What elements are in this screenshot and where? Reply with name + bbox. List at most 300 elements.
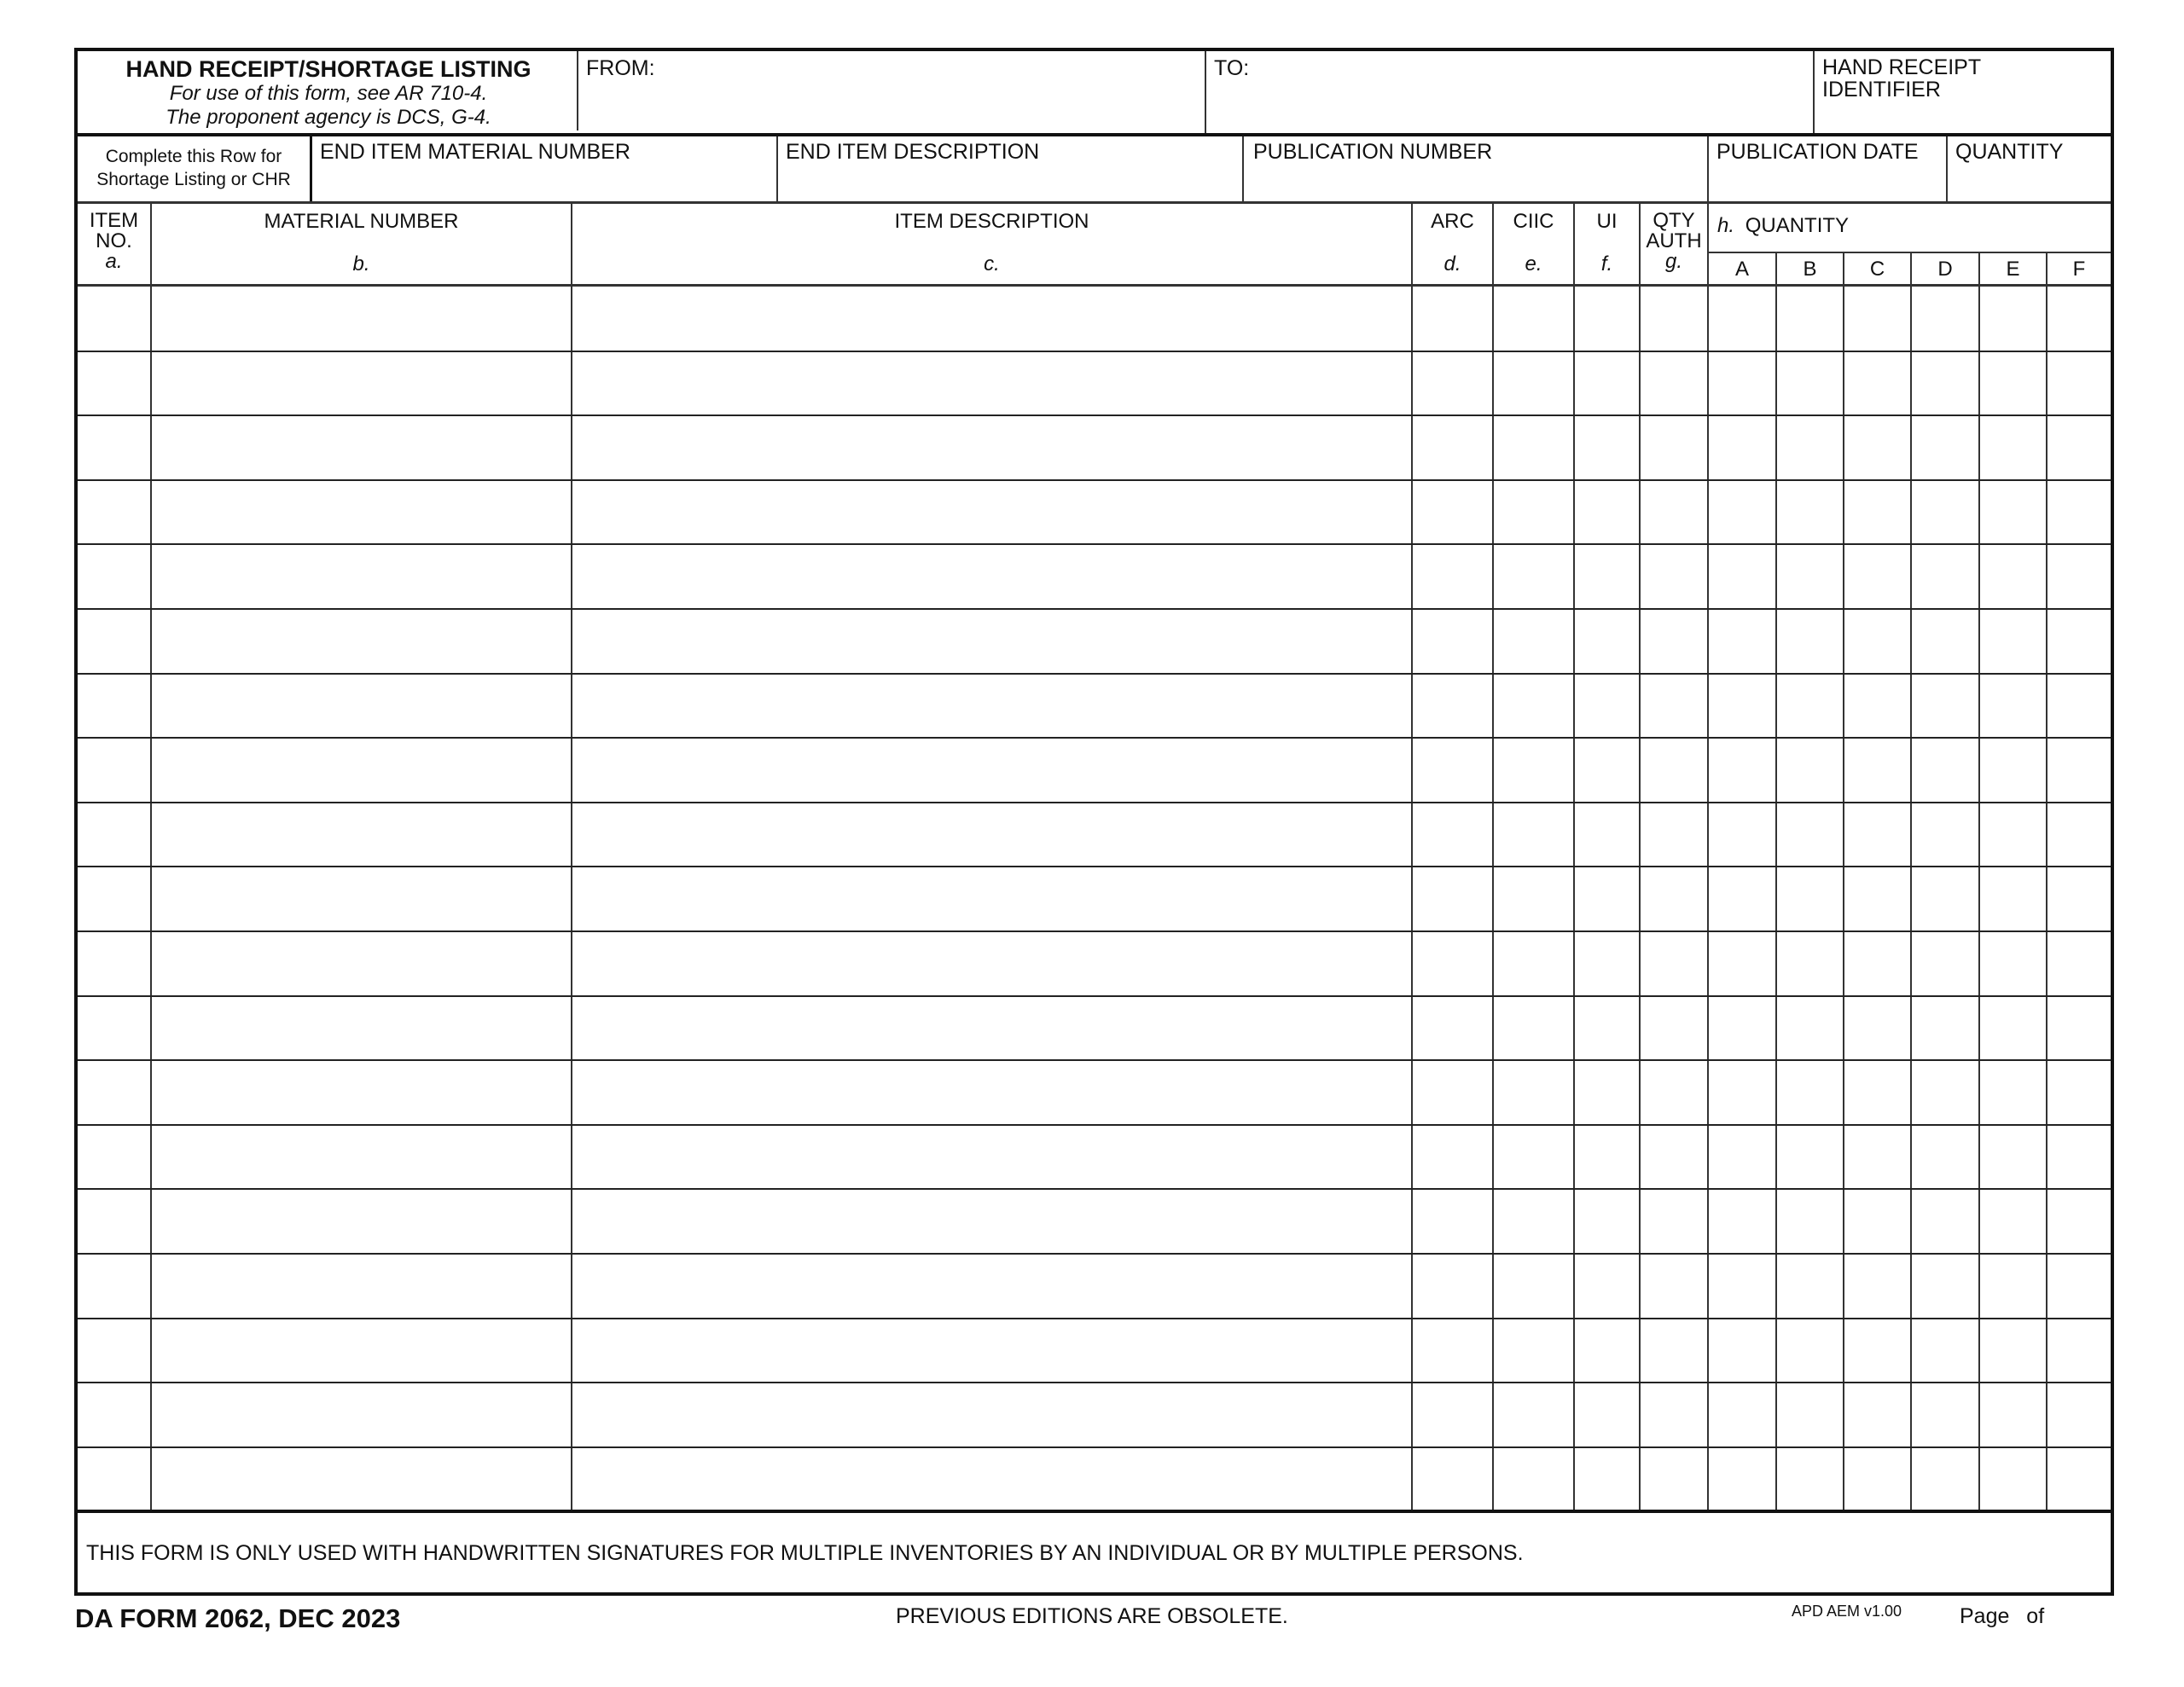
cell-item-description[interactable] <box>572 544 1411 607</box>
end-item-description-label: END ITEM DESCRIPTION <box>786 140 1040 164</box>
cell-material-number[interactable] <box>152 1383 571 1446</box>
column-header-ciic: CIIC e. <box>1513 210 1554 275</box>
cell-item-no[interactable] <box>78 1125 150 1188</box>
cell-quantity-a[interactable] <box>1709 287 1775 350</box>
cell-ui[interactable] <box>1575 544 1639 607</box>
cell-quantity-e[interactable] <box>1980 544 2046 607</box>
cell-quantity-b[interactable] <box>1777 931 1843 994</box>
cell-material-number[interactable] <box>152 480 571 543</box>
cell-item-description[interactable] <box>572 803 1411 866</box>
cell-ui[interactable] <box>1575 609 1639 672</box>
column-header-quantity-a: A <box>1734 258 1749 281</box>
cell-ui[interactable] <box>1575 738 1639 801</box>
cell-arc[interactable] <box>1413 738 1492 801</box>
end-item-quantity-label: QUANTITY <box>1955 140 2064 164</box>
cell-quantity-c[interactable] <box>1844 1383 1910 1446</box>
cell-ui[interactable] <box>1575 931 1639 994</box>
cell-item-description[interactable] <box>572 1319 1411 1382</box>
cell-item-no[interactable] <box>78 674 150 737</box>
cell-arc[interactable] <box>1413 1319 1492 1382</box>
cell-quantity-a[interactable] <box>1709 351 1775 415</box>
cell-quantity-a[interactable] <box>1709 1125 1775 1188</box>
cell-quantity-a[interactable] <box>1709 1447 1775 1510</box>
column-header-quantity-f: F <box>2072 258 2086 281</box>
cell-quantity-d[interactable] <box>1912 674 1978 737</box>
cell-ui[interactable] <box>1575 351 1639 415</box>
divider <box>78 1510 2111 1513</box>
cell-quantity-e[interactable] <box>1980 931 2046 994</box>
cell-arc[interactable] <box>1413 609 1492 672</box>
table-row <box>78 480 2111 545</box>
cell-item-description[interactable] <box>572 1189 1411 1252</box>
table-row <box>78 1060 2111 1125</box>
column-header-quantity-e: E <box>2006 258 2020 281</box>
from-field[interactable] <box>578 51 1205 135</box>
cell-arc[interactable] <box>1413 1447 1492 1510</box>
cell-material-number[interactable] <box>152 996 571 1059</box>
cell-ciic[interactable] <box>1494 351 1573 415</box>
cell-ciic[interactable] <box>1494 1060 1573 1123</box>
cell-quantity-c[interactable] <box>1844 1189 1910 1252</box>
cell-quantity-c[interactable] <box>1844 544 1910 607</box>
cell-material-number[interactable] <box>152 803 571 866</box>
cell-item-no[interactable] <box>78 1319 150 1382</box>
cell-item-description[interactable] <box>572 1125 1411 1188</box>
cell-item-no[interactable] <box>78 480 150 543</box>
column-header-quantity-label: QUANTITY <box>1745 214 1850 237</box>
hand-receipt-form <box>74 48 2114 1596</box>
cell-ciic[interactable] <box>1494 415 1573 478</box>
table-row <box>78 1319 2111 1383</box>
cell-material-number[interactable] <box>152 738 571 801</box>
cell-quantity-d[interactable] <box>1912 609 1978 672</box>
table-row <box>78 1383 2111 1447</box>
cell-material-number[interactable] <box>152 1189 571 1252</box>
cell-quantity-a[interactable] <box>1709 1383 1775 1446</box>
cell-arc[interactable] <box>1413 544 1492 607</box>
cell-quantity-f[interactable] <box>2048 351 2111 415</box>
table-row <box>78 738 2111 803</box>
cell-quantity-a[interactable] <box>1709 1319 1775 1382</box>
cell-quantity-d[interactable] <box>1912 1447 1978 1510</box>
cell-ciic[interactable] <box>1494 867 1573 930</box>
cell-quantity-c[interactable] <box>1844 1447 1910 1510</box>
cell-quantity-e[interactable] <box>1980 1319 2046 1382</box>
cell-quantity-b[interactable] <box>1777 1447 1843 1510</box>
cell-qty-auth[interactable] <box>1641 1254 1707 1317</box>
cell-item-description[interactable] <box>572 867 1411 930</box>
cell-ciic[interactable] <box>1494 931 1573 994</box>
cell-ui[interactable] <box>1575 287 1639 350</box>
cell-ciic[interactable] <box>1494 1319 1573 1382</box>
cell-quantity-d[interactable] <box>1912 867 1978 930</box>
cell-ciic[interactable] <box>1494 609 1573 672</box>
cell-material-number[interactable] <box>152 1447 571 1510</box>
cell-qty-auth[interactable] <box>1641 1125 1707 1188</box>
cell-ui[interactable] <box>1575 674 1639 737</box>
cell-quantity-f[interactable] <box>2048 1060 2111 1123</box>
cell-quantity-e[interactable] <box>1980 351 2046 415</box>
cell-quantity-f[interactable] <box>2048 1125 2111 1188</box>
cell-item-no[interactable] <box>78 867 150 930</box>
cell-material-number[interactable] <box>152 931 571 994</box>
cell-ciic[interactable] <box>1494 674 1573 737</box>
cell-item-description[interactable] <box>572 1447 1411 1510</box>
table-row <box>78 1447 2111 1512</box>
cell-quantity-b[interactable] <box>1777 867 1843 930</box>
cell-quantity-e[interactable] <box>1980 1383 2046 1446</box>
cell-quantity-f[interactable] <box>2048 544 2111 607</box>
cell-quantity-d[interactable] <box>1912 738 1978 801</box>
cell-ui[interactable] <box>1575 1125 1639 1188</box>
cell-quantity-f[interactable] <box>2048 609 2111 672</box>
cell-quantity-c[interactable] <box>1844 1060 1910 1123</box>
end-item-row-note-line1: Complete this Row for <box>105 147 282 166</box>
cell-material-number[interactable] <box>152 609 571 672</box>
cell-quantity-b[interactable] <box>1777 1189 1843 1252</box>
cell-material-number[interactable] <box>152 674 571 737</box>
cell-quantity-d[interactable] <box>1912 931 1978 994</box>
cell-quantity-f[interactable] <box>2048 1254 2111 1317</box>
cell-material-number[interactable] <box>152 415 571 478</box>
cell-item-no[interactable] <box>78 931 150 994</box>
cell-qty-auth[interactable] <box>1641 1060 1707 1123</box>
cell-ciic[interactable] <box>1494 1189 1573 1252</box>
cell-quantity-a[interactable] <box>1709 480 1775 543</box>
cell-ui[interactable] <box>1575 415 1639 478</box>
cell-quantity-f[interactable] <box>2048 674 2111 737</box>
publication-number-label: PUBLICATION NUMBER <box>1253 140 1493 164</box>
cell-ui[interactable] <box>1575 996 1639 1059</box>
cell-quantity-c[interactable] <box>1844 609 1910 672</box>
column-header-ui: UI f. <box>1596 210 1618 275</box>
cell-qty-auth[interactable] <box>1641 1447 1707 1510</box>
publication-date-field[interactable] <box>1709 136 1946 201</box>
cell-quantity-e[interactable] <box>1980 674 2046 737</box>
cell-quantity-f[interactable] <box>2048 867 2111 930</box>
cell-quantity-d[interactable] <box>1912 1189 1978 1252</box>
column-header-arc: ARC d. <box>1431 210 1474 275</box>
cell-quantity-b[interactable] <box>1777 738 1843 801</box>
cell-quantity-f[interactable] <box>2048 415 2111 478</box>
cell-item-no[interactable] <box>78 1447 150 1510</box>
cell-arc[interactable] <box>1413 1254 1492 1317</box>
cell-item-no[interactable] <box>78 1189 150 1252</box>
cell-quantity-f[interactable] <box>2048 480 2111 543</box>
hand-receipt-identifier-field[interactable] <box>1815 51 2111 135</box>
column-header-quantity-c: C <box>1869 258 1885 281</box>
cell-quantity-a[interactable] <box>1709 931 1775 994</box>
cell-quantity-b[interactable] <box>1777 1125 1843 1188</box>
cell-quantity-f[interactable] <box>2048 738 2111 801</box>
cell-quantity-c[interactable] <box>1844 1254 1910 1317</box>
cell-quantity-f[interactable] <box>2048 1189 2111 1252</box>
cell-quantity-a[interactable] <box>1709 1254 1775 1317</box>
cell-quantity-a[interactable] <box>1709 738 1775 801</box>
cell-quantity-a[interactable] <box>1709 996 1775 1059</box>
cell-arc[interactable] <box>1413 996 1492 1059</box>
cell-ciic[interactable] <box>1494 1125 1573 1188</box>
cell-arc[interactable] <box>1413 867 1492 930</box>
cell-ciic[interactable] <box>1494 287 1573 350</box>
cell-item-description[interactable] <box>572 674 1411 737</box>
cell-quantity-b[interactable] <box>1777 1254 1843 1317</box>
cell-quantity-f[interactable] <box>2048 931 2111 994</box>
cell-item-no[interactable] <box>78 996 150 1059</box>
cell-arc[interactable] <box>1413 1125 1492 1188</box>
form-version: APD AEM v1.00 <box>1792 1603 1902 1620</box>
cell-quantity-a[interactable] <box>1709 415 1775 478</box>
cell-quantity-c[interactable] <box>1844 1319 1910 1382</box>
cell-quantity-b[interactable] <box>1777 544 1843 607</box>
cell-quantity-e[interactable] <box>1980 996 2046 1059</box>
cell-ui[interactable] <box>1575 867 1639 930</box>
cell-material-number[interactable] <box>152 867 571 930</box>
cell-quantity-a[interactable] <box>1709 1060 1775 1123</box>
cell-qty-auth[interactable] <box>1641 674 1707 737</box>
cell-item-no[interactable] <box>78 803 150 866</box>
cell-quantity-c[interactable] <box>1844 351 1910 415</box>
cell-ciic[interactable] <box>1494 544 1573 607</box>
cell-ui[interactable] <box>1575 480 1639 543</box>
cell-quantity-e[interactable] <box>1980 1060 2046 1123</box>
cell-quantity-d[interactable] <box>1912 1060 1978 1123</box>
cell-arc[interactable] <box>1413 351 1492 415</box>
cell-item-no[interactable] <box>78 609 150 672</box>
cell-ui[interactable] <box>1575 1060 1639 1123</box>
cell-item-description[interactable] <box>572 996 1411 1059</box>
cell-material-number[interactable] <box>152 1254 571 1317</box>
cell-quantity-e[interactable] <box>1980 480 2046 543</box>
cell-arc[interactable] <box>1413 1383 1492 1446</box>
cell-item-description[interactable] <box>572 1383 1411 1446</box>
cell-item-no[interactable] <box>78 287 150 350</box>
cell-item-description[interactable] <box>572 738 1411 801</box>
cell-quantity-b[interactable] <box>1777 674 1843 737</box>
cell-qty-auth[interactable] <box>1641 803 1707 866</box>
cell-material-number[interactable] <box>152 544 571 607</box>
cell-quantity-a[interactable] <box>1709 1189 1775 1252</box>
cell-item-no[interactable] <box>78 738 150 801</box>
cell-quantity-f[interactable] <box>2048 1447 2111 1510</box>
cell-qty-auth[interactable] <box>1641 1189 1707 1252</box>
cell-arc[interactable] <box>1413 287 1492 350</box>
cell-arc[interactable] <box>1413 1060 1492 1123</box>
cell-quantity-e[interactable] <box>1980 609 2046 672</box>
cell-quantity-a[interactable] <box>1709 674 1775 737</box>
cell-quantity-f[interactable] <box>2048 287 2111 350</box>
cell-ciic[interactable] <box>1494 1254 1573 1317</box>
cell-item-no[interactable] <box>78 1060 150 1123</box>
table-row <box>78 1189 2111 1254</box>
cell-quantity-c[interactable] <box>1844 415 1910 478</box>
cell-qty-auth[interactable] <box>1641 931 1707 994</box>
cell-quantity-e[interactable] <box>1980 1189 2046 1252</box>
cell-quantity-b[interactable] <box>1777 996 1843 1059</box>
cell-arc[interactable] <box>1413 1189 1492 1252</box>
cell-quantity-e[interactable] <box>1980 1447 2046 1510</box>
cell-item-description[interactable] <box>572 1060 1411 1123</box>
cell-quantity-b[interactable] <box>1777 415 1843 478</box>
cell-ciic[interactable] <box>1494 1447 1573 1510</box>
cell-quantity-a[interactable] <box>1709 544 1775 607</box>
cell-qty-auth[interactable] <box>1641 996 1707 1059</box>
cell-quantity-d[interactable] <box>1912 996 1978 1059</box>
page-indicator <box>1960 1604 2044 1629</box>
table-row <box>78 867 2111 931</box>
cell-item-description[interactable] <box>572 287 1411 350</box>
cell-material-number[interactable] <box>152 1125 571 1188</box>
cell-qty-auth[interactable] <box>1641 351 1707 415</box>
cell-quantity-c[interactable] <box>1844 931 1910 994</box>
cell-quantity-d[interactable] <box>1912 1254 1978 1317</box>
cell-quantity-f[interactable] <box>2048 803 2111 866</box>
cell-quantity-e[interactable] <box>1980 867 2046 930</box>
cell-quantity-e[interactable] <box>1980 803 2046 866</box>
cell-quantity-c[interactable] <box>1844 480 1910 543</box>
cell-arc[interactable] <box>1413 480 1492 543</box>
cell-qty-auth[interactable] <box>1641 867 1707 930</box>
cell-quantity-b[interactable] <box>1777 1060 1843 1123</box>
cell-item-description[interactable] <box>572 480 1411 543</box>
table-row <box>78 415 2111 480</box>
cell-item-no[interactable] <box>78 544 150 607</box>
cell-quantity-e[interactable] <box>1980 1125 2046 1188</box>
cell-quantity-d[interactable] <box>1912 351 1978 415</box>
cell-material-number[interactable] <box>152 287 571 350</box>
cell-quantity-c[interactable] <box>1844 867 1910 930</box>
cell-quantity-b[interactable] <box>1777 803 1843 866</box>
cell-item-no[interactable] <box>78 351 150 415</box>
cell-quantity-d[interactable] <box>1912 1383 1978 1446</box>
cell-item-no[interactable] <box>78 1383 150 1446</box>
to-label: TO: <box>1214 56 1250 80</box>
cell-qty-auth[interactable] <box>1641 738 1707 801</box>
cell-quantity-d[interactable] <box>1912 480 1978 543</box>
cell-quantity-b[interactable] <box>1777 351 1843 415</box>
cell-qty-auth[interactable] <box>1641 480 1707 543</box>
cell-qty-auth[interactable] <box>1641 415 1707 478</box>
cell-quantity-c[interactable] <box>1844 738 1910 801</box>
end-item-quantity-field[interactable] <box>1948 136 2111 201</box>
cell-quantity-d[interactable] <box>1912 415 1978 478</box>
cell-quantity-f[interactable] <box>2048 1319 2111 1382</box>
cell-quantity-f[interactable] <box>2048 996 2111 1059</box>
cell-quantity-a[interactable] <box>1709 609 1775 672</box>
cell-quantity-b[interactable] <box>1777 609 1843 672</box>
obsolete-notice: PREVIOUS EDITIONS ARE OBSOLETE. <box>896 1604 1288 1628</box>
cell-quantity-b[interactable] <box>1777 1383 1843 1446</box>
cell-quantity-f[interactable] <box>2048 1383 2111 1446</box>
cell-arc[interactable] <box>1413 415 1492 478</box>
cell-quantity-c[interactable] <box>1844 803 1910 866</box>
cell-quantity-d[interactable] <box>1912 1319 1978 1382</box>
cell-ui[interactable] <box>1575 1189 1639 1252</box>
handwritten-signature-statement: THIS FORM IS ONLY USED WITH HANDWRITTEN SIGNATURES FOR MULTIPLE INVENTORIES BY AN INDIVIDUAL OR BY MULTIPLE PERSONS. <box>86 1540 1524 1565</box>
cell-item-description[interactable] <box>572 415 1411 478</box>
cell-quantity-a[interactable] <box>1709 867 1775 930</box>
cell-material-number[interactable] <box>152 351 571 415</box>
table-row <box>78 1125 2111 1190</box>
cell-quantity-b[interactable] <box>1777 1319 1843 1382</box>
cell-quantity-c[interactable] <box>1844 287 1910 350</box>
cell-ui[interactable] <box>1575 803 1639 866</box>
cell-arc[interactable] <box>1413 803 1492 866</box>
cell-item-description[interactable] <box>572 609 1411 672</box>
cell-quantity-e[interactable] <box>1980 415 2046 478</box>
form-number: DA FORM 2062, DEC 2023 <box>75 1603 401 1633</box>
table-row <box>78 1254 2111 1319</box>
cell-qty-auth[interactable] <box>1641 544 1707 607</box>
cell-material-number[interactable] <box>152 1060 571 1123</box>
cell-qty-auth[interactable] <box>1641 609 1707 672</box>
to-field[interactable] <box>1206 51 1885 135</box>
cell-ui[interactable] <box>1575 1254 1639 1317</box>
cell-arc[interactable] <box>1413 674 1492 737</box>
end-item-material-number-field[interactable] <box>312 136 776 201</box>
cell-item-description[interactable] <box>572 1254 1411 1317</box>
cell-quantity-a[interactable] <box>1709 803 1775 866</box>
form-subtitle-proponent: The proponent agency is DCS, G-4. <box>166 106 491 129</box>
of-label: of <box>2026 1604 2045 1628</box>
cell-quantity-c[interactable] <box>1844 996 1910 1059</box>
cell-quantity-e[interactable] <box>1980 287 2046 350</box>
cell-quantity-c[interactable] <box>1844 1125 1910 1188</box>
cell-item-description[interactable] <box>572 931 1411 994</box>
hand-receipt-identifier-label-line2: IDENTIFIER <box>1822 78 1941 101</box>
cell-qty-auth[interactable] <box>1641 1383 1707 1446</box>
end-item-description-field[interactable] <box>778 136 1242 201</box>
publication-number-field[interactable] <box>1244 136 1707 201</box>
column-header-material-number: MATERIAL NUMBER b. <box>264 210 459 275</box>
cell-ciic[interactable] <box>1494 1383 1573 1446</box>
publication-date-label: PUBLICATION DATE <box>1716 140 1919 164</box>
cell-material-number[interactable] <box>152 1319 571 1382</box>
cell-quantity-d[interactable] <box>1912 544 1978 607</box>
table-row <box>78 674 2111 739</box>
table-row <box>78 803 2111 867</box>
end-item-material-number-label: END ITEM MATERIAL NUMBER <box>320 140 630 164</box>
form-title-block <box>78 51 579 135</box>
cell-qty-auth[interactable] <box>1641 1319 1707 1382</box>
cell-ui[interactable] <box>1575 1319 1639 1382</box>
cell-ui[interactable] <box>1575 1447 1639 1510</box>
column-header-quantity-letter: h. <box>1717 214 1735 237</box>
cell-quantity-d[interactable] <box>1912 287 1978 350</box>
end-item-row-note <box>78 136 310 201</box>
cell-ui[interactable] <box>1575 1383 1639 1446</box>
cell-item-no[interactable] <box>78 415 150 478</box>
cell-quantity-b[interactable] <box>1777 480 1843 543</box>
cell-qty-auth[interactable] <box>1641 287 1707 350</box>
cell-ciic[interactable] <box>1494 738 1573 801</box>
cell-quantity-d[interactable] <box>1912 803 1978 866</box>
cell-item-description[interactable] <box>572 351 1411 415</box>
cell-ciic[interactable] <box>1494 803 1573 866</box>
from-label: FROM: <box>586 56 655 80</box>
cell-quantity-e[interactable] <box>1980 1254 2046 1317</box>
cell-ciic[interactable] <box>1494 480 1573 543</box>
cell-quantity-d[interactable] <box>1912 1125 1978 1188</box>
cell-item-no[interactable] <box>78 1254 150 1317</box>
cell-quantity-e[interactable] <box>1980 738 2046 801</box>
column-header-quantity-b: B <box>1803 258 1817 281</box>
cell-quantity-b[interactable] <box>1777 287 1843 350</box>
cell-arc[interactable] <box>1413 931 1492 994</box>
hand-receipt-identifier-label-line1: HAND RECEIPT <box>1822 55 1982 79</box>
cell-ciic[interactable] <box>1494 996 1573 1059</box>
cell-quantity-c[interactable] <box>1844 674 1910 737</box>
